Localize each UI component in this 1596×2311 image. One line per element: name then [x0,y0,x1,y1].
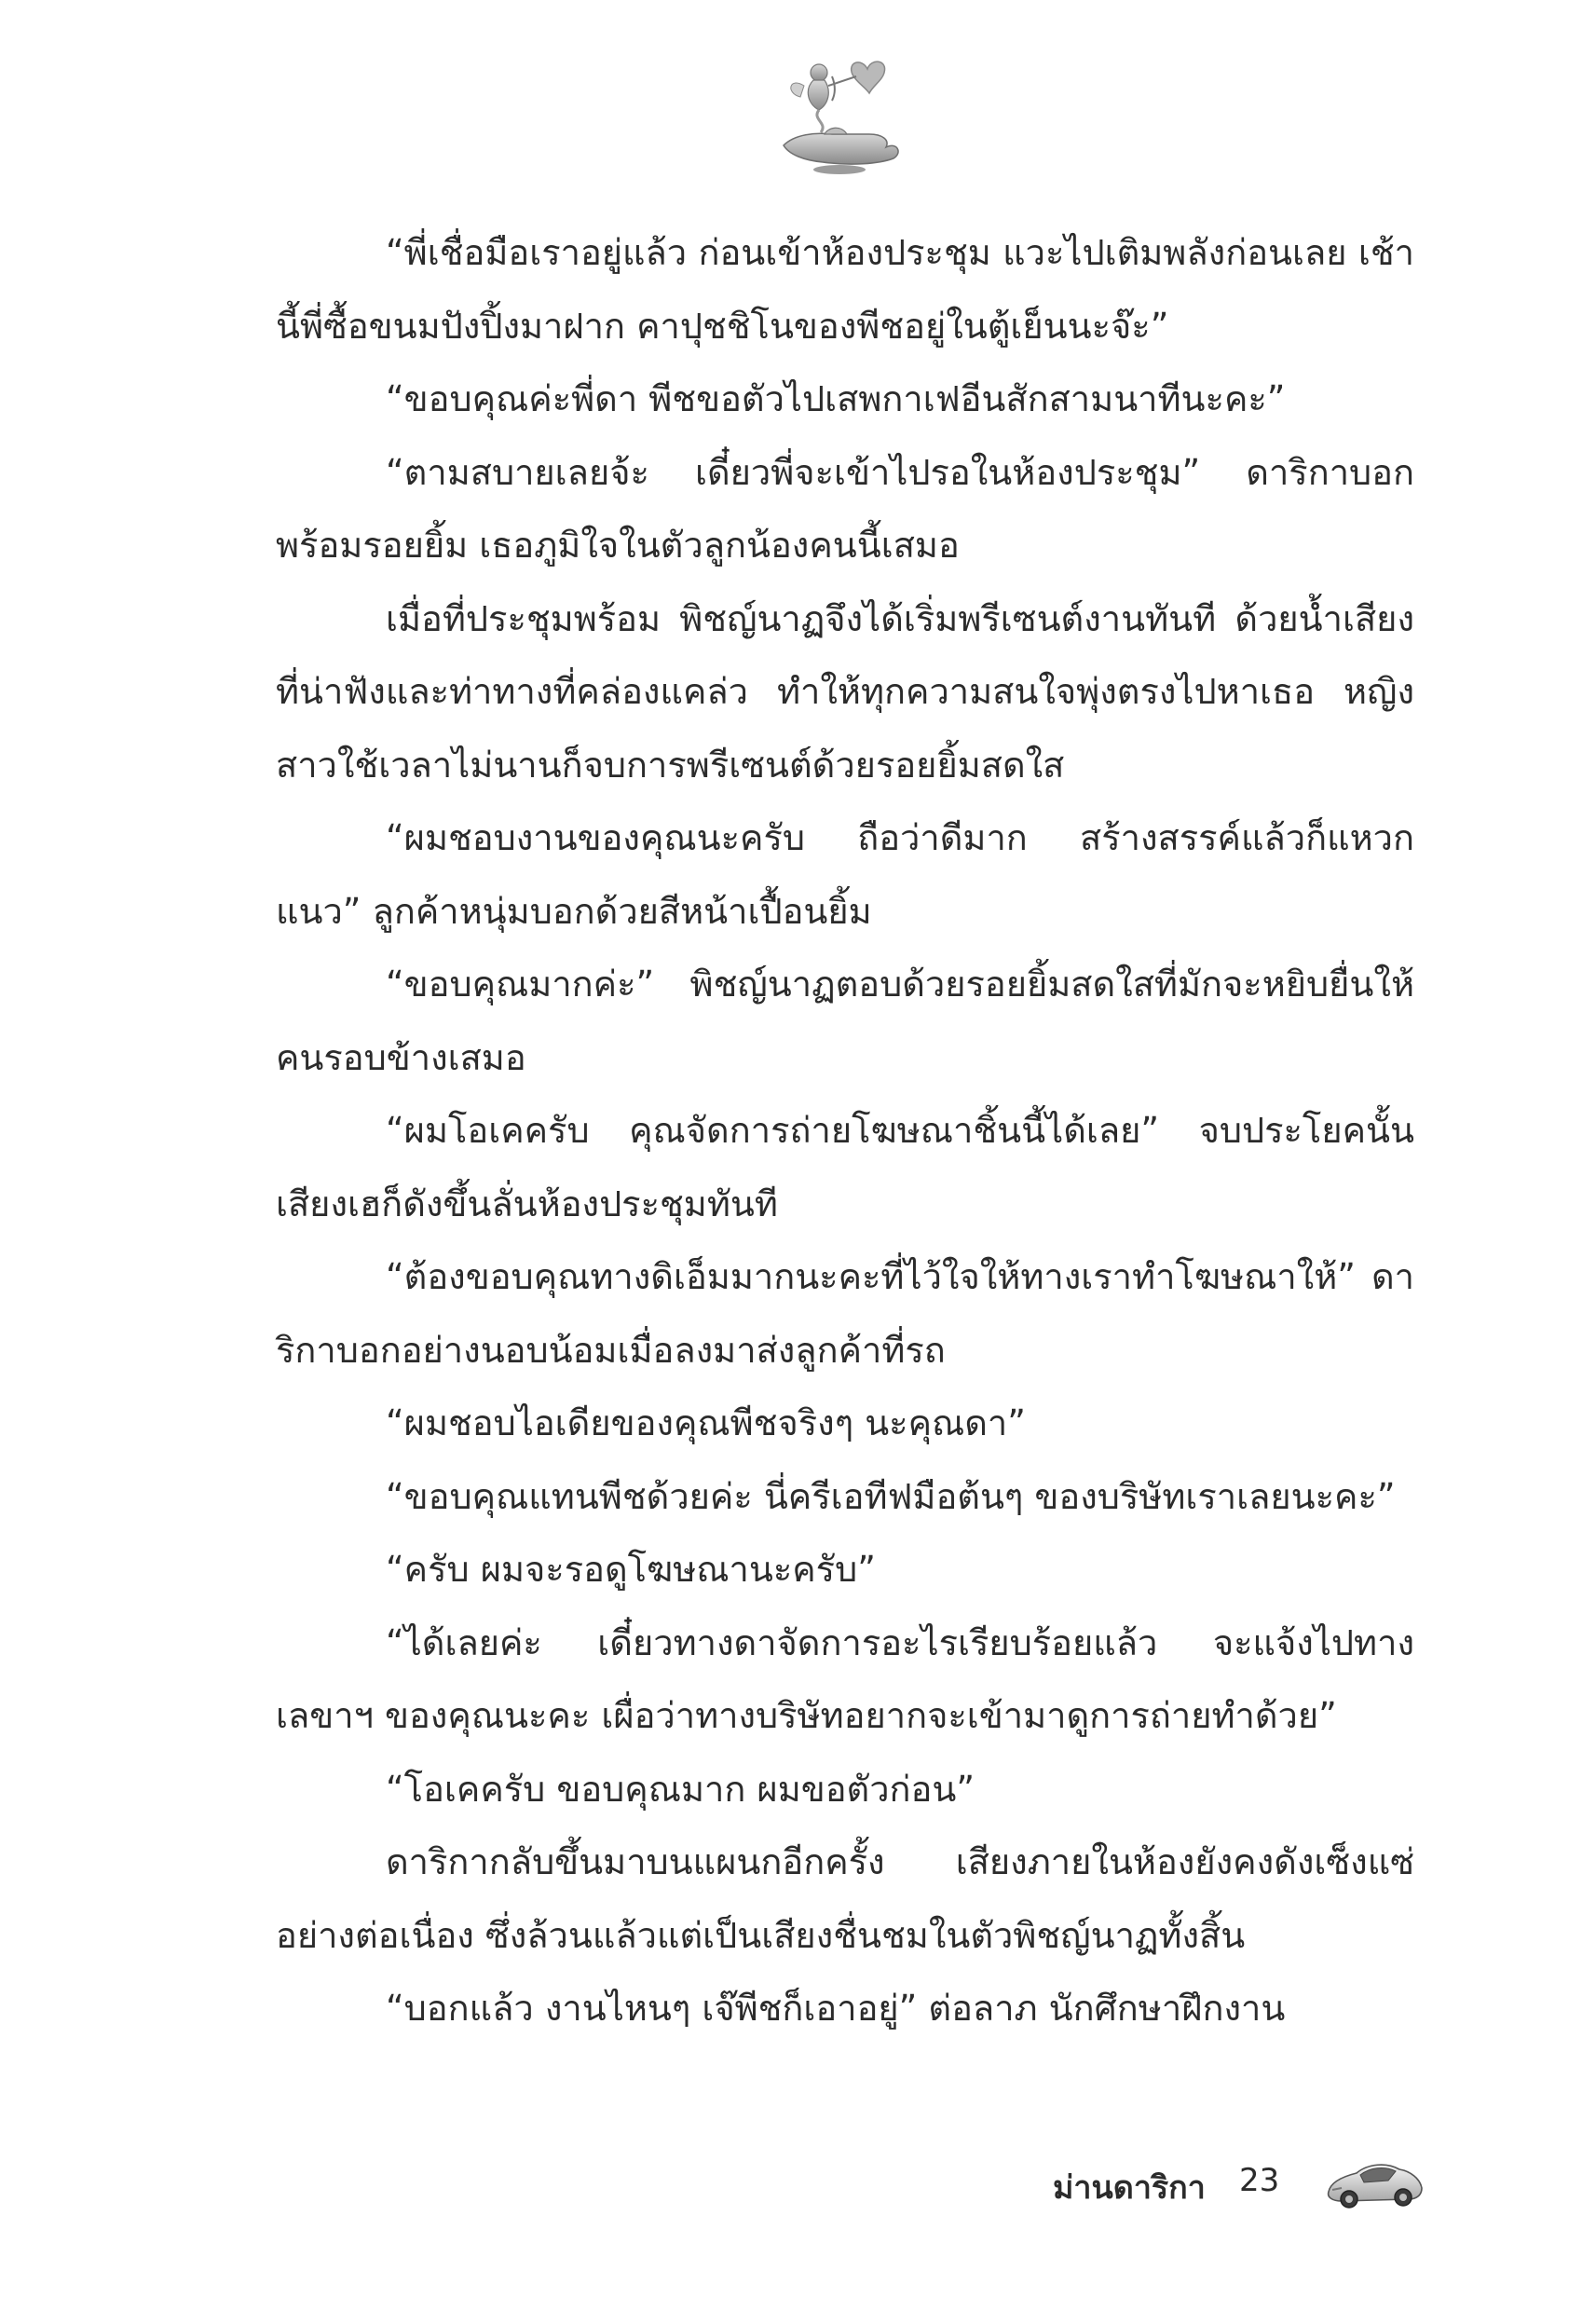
paragraph: “ผมชอบไอเดียของคุณพีชจริงๆ นะคุณดา” [386,1402,1026,1443]
paragraph: “ขอบคุณแทนพีชด้วยค่ะ นี่ครีเอทีฟมือต้นๆ ของบริษัทเราเลยนะคะ” [386,1475,1396,1517]
paragraph: ดาริกากลับขึ้นมาบนแผนกอีกครั้ง เสียงภายในห้องยังคงดังเซ็งแซ่อย่างต่อเนื่อง ซึ่งล้วนแล้วแต่เป็นเสียงชื่นชมในตัวพิชญ์นาฏทั้งสิ้น [276,1841,1414,1956]
paragraph: “บอกแล้ว งานไหนๆ เจ๊พีชก็เอาอยู่” ต่อลาภ นักศึกษาฝึกงาน [386,1988,1286,2029]
paragraph: “พี่เชื่อมือเราอยู่แล้ว ก่อนเข้าห้องประชุม แวะไปเติมพลังก่อนเลย เช้านี้พี่ซื้อขนมปังปิ้งมาฝาก คาปุชชิโนของพีชอยู่ในตู้เย็นนะจ๊ะ” [276,232,1414,347]
paragraph: “ผมชอบงานของคุณนะครับ ถือว่าดีมาก สร้างสรรค์แล้วก็แหวกแนว” ลูกค้าหนุ่มบอกด้วยสีหน้าเปื้อนยิ้ม [276,817,1414,932]
page-footer [1016,2143,1425,2227]
page-number: 23 [1239,2162,1280,2199]
paragraph: “ขอบคุณมากค่ะ” พิชญ์นาฏตอบด้วยรอยยิ้มสดใสที่มักจะหยิบยื่นให้คนรอบข้างเสมอ [276,964,1414,1078]
paragraph: “ขอบคุณค่ะพี่ดา พีชขอตัวไปเสพกาเฟอีนสักสามนาทีนะคะ” [386,378,1286,419]
paragraph: “ต้องขอบคุณทางดิเอ็มมากนะคะที่ไว้ใจให้ทางเราทำโฆษณาให้” ดาริกาบอกอย่างนอบน้อมเมื่อลงมาส่งลูกค้าที่รถ [276,1256,1414,1371]
paragraph: “ได้เลยค่ะ เดี๋ยวทางดาจัดการอะไรเรียบร้อยแล้ว จะแจ้งไปทางเลขาฯ ของคุณนะคะ เผื่อว่าทางบริษัทอยากจะเข้ามาดูการถ่ายทำด้วย” [276,1621,1414,1736]
paragraph: “ครับ ผมจะรอดูโฆษณานะครับ” [386,1549,876,1590]
book-title: ม่านดาริกา [1053,2169,1206,2207]
paragraph: “โอเคครับ ขอบคุณมาก ผมขอตัวก่อน” [386,1768,975,1810]
paragraph: “ตามสบายเลยจ้ะ เดี๋ยวพี่จะเข้าไปรอในห้องประชุม” ดาริกาบอกพร้อมรอยยิ้ม เธอภูมิใจในตัวลูกน้องคนนี้เสมอ [276,451,1414,566]
paragraph: เมื่อที่ประชุมพร้อม พิชญ์นาฏจึงได้เริ่มพรีเซนต์งานทันที ด้วยน้ำเสียงที่น่าฟังและท่าทางที่คล่องแคล่ว ทำให้ทุกความสนใจพุ่งตรงไปหาเธอ หญิงสาวใช้เวลาไม่นานก็จบการพรีเซนต์ด้วยรอยยิ้มสดใส [276,597,1414,786]
paragraph: “ผมโอเคครับ คุณจัดการถ่ายโฆษณาชิ้นนี้ได้เลย” จบประโยคนั้นเสียงเฮก็ดังขึ้นลั่นห้องประชุมทันที [276,1110,1414,1224]
body-text [276,216,1414,2045]
magic-lamp-cupid-icon [767,48,907,179]
sports-car-icon [1323,2151,1425,2216]
